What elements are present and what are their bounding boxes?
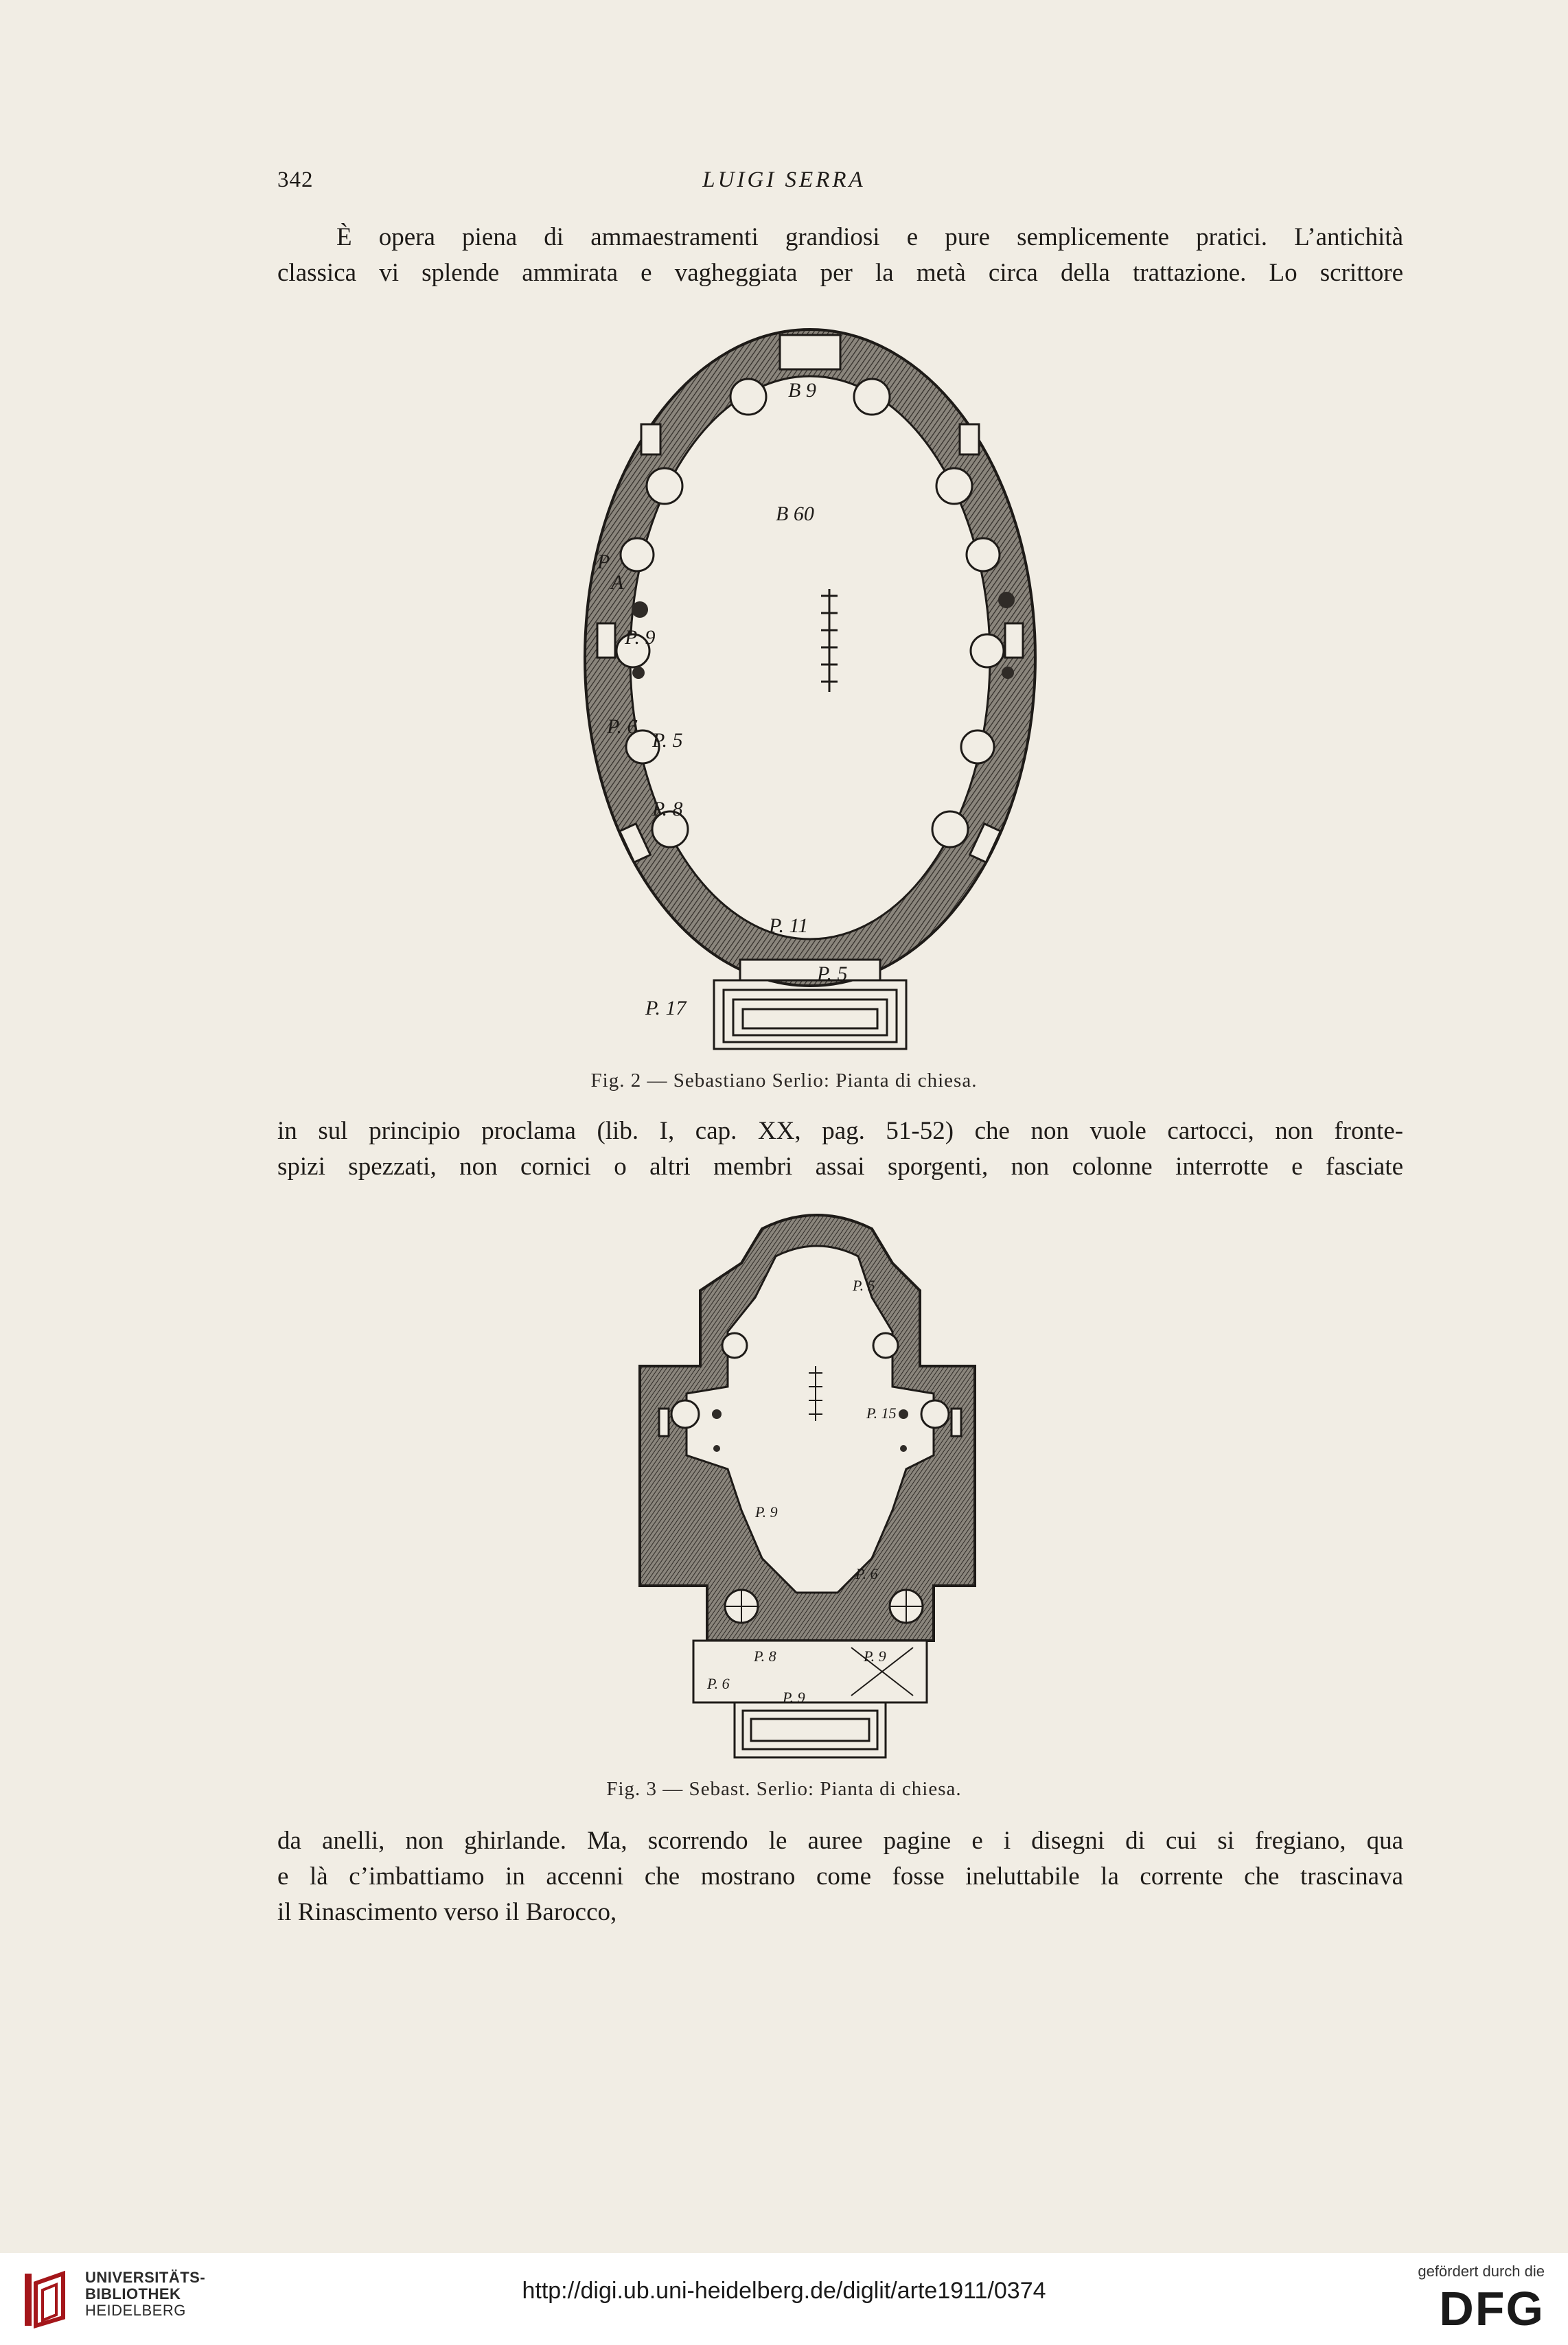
paragraph-2-line-1: in sul principio proclama (lib. I, cap. XX, pag. 51-52) che non vuole cartocci, non fronte-: [277, 1117, 1403, 1145]
figure-3-cross-plan: [632, 1208, 989, 1771]
fig3-label: P. 6: [707, 1675, 730, 1692]
paragraph-1-line-2: classica vi splende ammirata e vagheggiata per la metà circa della trattazione. Lo scrittore: [277, 259, 1403, 287]
fig2-label: P. 9: [625, 626, 656, 649]
fig3-label: P. 9: [864, 1648, 886, 1665]
fig3-label: P. 5: [853, 1277, 875, 1294]
fig2-label: B 9: [788, 379, 816, 402]
paragraph-3-line-3: il Rinascimento verso il Barocco,: [277, 1898, 617, 1926]
figure-2-caption: Fig. 2 — Sebastiano Serlio: Pianta di chiesa.: [590, 1070, 978, 1091]
paragraph-1: [277, 220, 1403, 291]
paragraph-3-line-1: da anelli, non ghirlande. Ma, scorrendo le auree pagine e i disegni di cui si fregiano, qua: [277, 1827, 1403, 1855]
library-line-1: UNIVERSITÄTS-: [85, 2269, 206, 2286]
figure-2-oval-plan: [549, 321, 1071, 1063]
fig3-label: P. 9: [783, 1689, 805, 1706]
fig2-label: P. 6: [607, 715, 638, 738]
library-line-2: BIBLIOTHEK: [85, 2285, 181, 2302]
fig2-label: A: [611, 571, 624, 594]
paragraph-1-line-1: È opera piena di ammaestramenti grandiosi e pure semplicemente pratici. L’antichità: [336, 223, 1403, 251]
fig3-label: P. 6: [855, 1565, 878, 1582]
paragraph-3: [277, 1823, 1403, 1930]
fig2-label: P. 5: [817, 962, 848, 985]
paragraph-2-line-2: spizi spezzati, non cornici o altri membri assai sporgenti, non colonne interrotte e fasciate: [277, 1153, 1403, 1181]
fig2-label: P. 11: [769, 914, 809, 937]
dfg-logo: DFG: [1439, 2282, 1545, 2335]
library-line-3: HEIDELBERG: [85, 2302, 186, 2319]
paragraph-3-line-2: e là c’imbattiamo in accenni che mostrano come fosse ineluttabile la corrente che trascinava: [277, 1862, 1403, 1891]
fig3-label: P. 9: [755, 1503, 778, 1521]
page-number: 342: [277, 168, 314, 192]
fig2-label: P: [597, 551, 610, 573]
fig2-label: B 60: [776, 502, 814, 525]
fig2-label: P. 5: [652, 729, 683, 752]
figure-3-caption: Fig. 3 — Sebast. Serlio: Pianta di chiesa.: [606, 1778, 962, 1800]
fig3-label: P. 15: [866, 1405, 897, 1422]
funding-note: gefördert durch die: [1418, 2263, 1545, 2280]
running-title: LUIGI SERRA: [702, 168, 866, 192]
fig2-label: P. 8: [652, 798, 683, 820]
permalink-url[interactable]: http://digi.ub.uni-heidelberg.de/diglit/arte1911/0374: [522, 2278, 1046, 2304]
paragraph-2: [277, 1113, 1403, 1185]
fig2-label: P. 17: [645, 997, 687, 1019]
fig3-label: P. 8: [754, 1648, 776, 1665]
